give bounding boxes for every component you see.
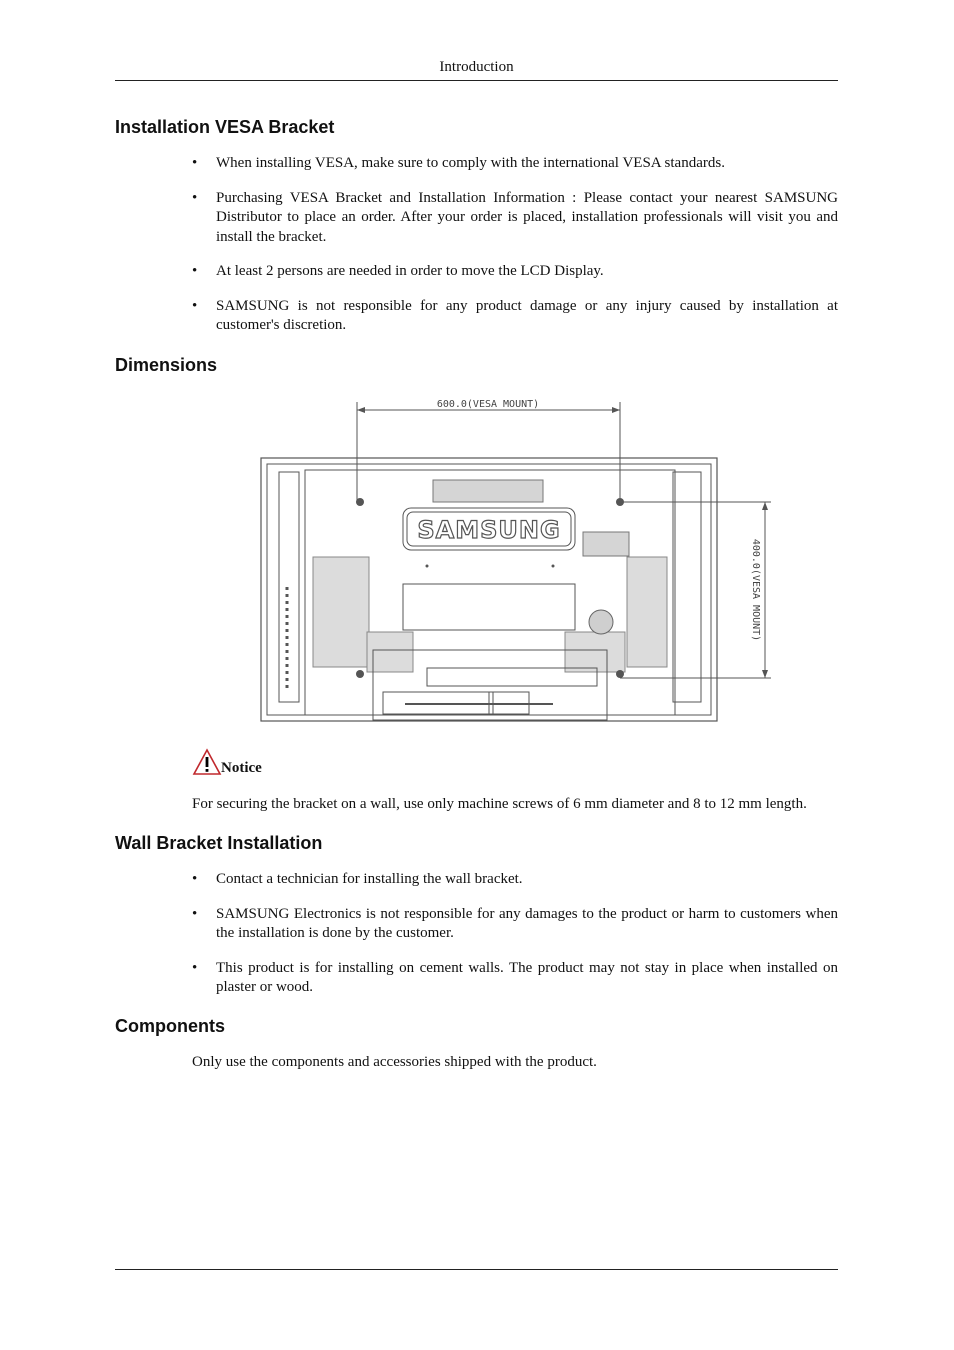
wall-bullet-list: [192, 870, 838, 1013]
notice-label: Notice: [221, 760, 262, 776]
heading-components: Components: [115, 1016, 225, 1036]
heading-dimensions: Dimensions: [115, 355, 218, 375]
bullet-dot: •: [192, 905, 198, 922]
list-item: • Purchasing VESA Bracket and Installation Information : Please contact your nearest SAMSUNG Distributor to place an order. After your order is placed, installation professionals will visit you and install the bracket.: [192, 189, 838, 245]
page-header-title: Introduction: [439, 59, 514, 75]
bullet-dot: •: [192, 871, 198, 887]
list-item: • At least 2 persons are needed in order to move the LCD Display.: [192, 262, 838, 282]
vesa-mount-hole: [616, 670, 624, 678]
vesa-mount-hole: [356, 498, 364, 506]
list-item: • SAMSUNG is not responsible for any product damage or any injury caused by installation at customer's discretion.: [192, 297, 838, 333]
bullet-dot: •: [192, 263, 198, 279]
list-item: • Contact a technician for installing the wall bracket.: [192, 870, 838, 890]
bullet-dot: •: [192, 189, 198, 206]
vesa-bullet-list: [192, 154, 838, 351]
heading-wall-bracket: Wall Bracket Installation: [115, 833, 323, 853]
bullet-dot: •: [192, 155, 198, 171]
heading-vesa-bracket: Installation VESA Bracket: [115, 117, 335, 137]
list-item: • This product is for installing on cement walls. The product may not stay in place when installed on plaster or wood.: [192, 959, 838, 995]
bullet-dot: •: [192, 297, 198, 314]
bullet-dot: •: [192, 959, 198, 976]
horizontal-dimension-label: 600.0(VESA MOUNT): [436, 399, 540, 410]
notice-text: For securing the bracket on a wall, use only machine screws of 6 mm diameter and 8 to 12 mm length.: [192, 796, 807, 812]
components-text: Only use the components and accessories shipped with the product.: [192, 1054, 597, 1070]
samsung-logo-text: SAMSUNG: [417, 516, 561, 544]
vesa-dimension-diagram: [255, 392, 775, 727]
vertical-dimension-label: 400.0(VESA MOUNT): [750, 538, 761, 642]
vesa-mount-hole: [616, 498, 624, 506]
warning-triangle-icon: [192, 748, 222, 776]
list-item: • SAMSUNG Electronics is not responsible for any damages to the product or harm to customers when the installation is done by the customer.: [192, 905, 838, 941]
header-rule: [115, 80, 838, 81]
footer-rule: [115, 1269, 838, 1270]
vesa-mount-hole: [356, 670, 364, 678]
list-item: • When installing VESA, make sure to comply with the international VESA standards.: [192, 154, 838, 174]
